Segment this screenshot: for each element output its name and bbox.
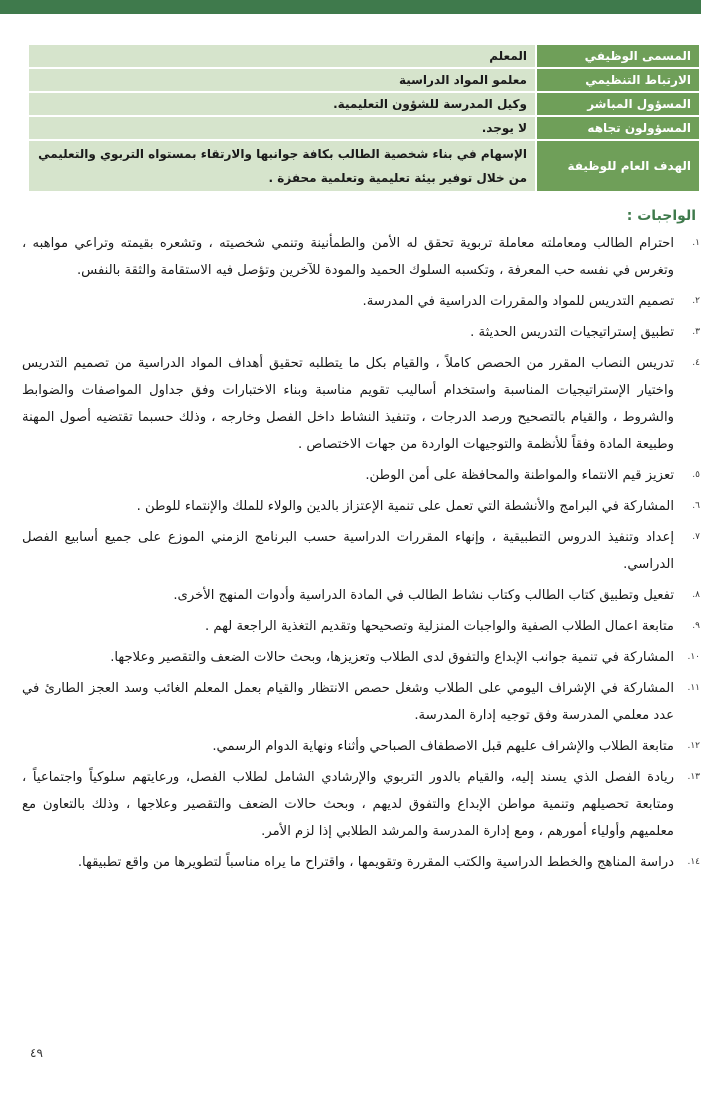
subordinates-label: المسؤولون تجاهه [536, 116, 700, 140]
org-link-value: معلمو المواد الدراسية [28, 68, 536, 92]
duty-number: ١٤. [687, 857, 700, 867]
duty-number: ٦. [692, 501, 700, 511]
duty-item [22, 764, 700, 845]
duty-item [22, 493, 700, 520]
duty-text: تعزيز قيم الانتماء والمواطنة والمحافظة على أمن الوطن. [365, 468, 674, 483]
top-color-bar [0, 0, 701, 14]
duty-number: ٥. [692, 470, 700, 480]
duty-text: احترام الطالب ومعاملته معاملة تربوية تحقق له الأمن والطمأنينة وتنمي شخصيته ، وتشعره بقيمته وتراعي مواهبه ، وتغرس في نفسه حب المعرفة ، وتكسبه السلوك الحميد والمودة للآخرين وتؤصل فيه الاستقامة والثقة بالنفس. [22, 236, 674, 278]
duty-item [22, 644, 700, 671]
duty-item [22, 582, 700, 609]
job-title-row [28, 44, 700, 68]
duty-item [22, 350, 700, 458]
duty-text: متابعة الطلاب والإشراف عليهم قبل الاصطفاف الصباحي وأثناء ونهاية الدوام الرسمي. [212, 739, 674, 754]
duty-item [22, 462, 700, 489]
duty-number: ٩. [692, 621, 700, 631]
duty-number: ١. [692, 238, 700, 248]
general-goal-row [28, 140, 700, 192]
duty-item [22, 524, 700, 578]
duty-text: إعداد وتنفيذ الدروس التطبيقية ، وإنهاء المقررات الدراسية حسب البرنامج الزمني الموزع على جميع أسابيع الفصل الدراسي. [22, 530, 674, 572]
duty-number: ٧. [692, 532, 700, 542]
duty-text: المشاركة في تنمية جوانب الإبداع والتفوق لدى الطلاب وتعزيزها، وبحث حالات الضعف والتقصير وعلاجها. [110, 650, 674, 665]
duty-item [22, 288, 700, 315]
duties-section [22, 208, 700, 880]
duty-text: دراسة المناهج والخطط الدراسية والكتب المقررة وتقويمها ، واقتراح ما يراه مناسباً لتطويرها من واقع تطبيقها. [77, 855, 674, 870]
duty-text: تطبيق إستراتيجيات التدريس الحديثة . [470, 325, 674, 340]
duty-number: ٣. [692, 327, 700, 337]
duty-number: ٨. [692, 590, 700, 600]
duty-number: ١٣. [687, 772, 700, 782]
general-goal-label: الهدف العام للوظيفة [536, 140, 700, 192]
duty-item [22, 613, 700, 640]
duty-text: المشاركة في البرامج والأنشطة التي تعمل على تنمية الإعتزاز بالدين والولاء للملك والإنتماء للوطن . [136, 499, 674, 514]
direct-supervisor-row [28, 92, 700, 116]
job-info-table [27, 43, 701, 193]
duty-item [22, 675, 700, 729]
duty-item [22, 319, 700, 346]
job-title-label: المسمى الوظيفي [536, 44, 700, 68]
duty-text: ريادة الفصل الذي يسند إليه، والقيام بالدور التربوي والإرشادي الشامل لطلاب الفصل، ورعايتهم سلوكياً واجتماعياً ، ومتابعة تحصيلهم وتنمية مواطن الإبداع والتفوق لديهم ، وبحث حالات الضعف والتقصير وعلاجها ، وذلك بالتعاون مع معلميهم وأولياء أمورهم ، ومع إدارة المدرسة والمرشد الطلابي إذا لزم الأمر. [22, 770, 674, 839]
duty-number: ٤. [692, 358, 700, 368]
org-link-row [28, 68, 700, 92]
duty-text: تدريس النصاب المقرر من الحصص كاملاً ، والقيام بكل ما يتطلبه تحقيق أهداف المواد الدراسية من تصميم التدريس واختيار الإستراتيجيات المناسبة واستخدام أساليب تقويم مناسبة وبناء الاختبارات وفق جداول المواصفات والضوابط والشروط ، والقيام بالتصحيح ورصد الدرجات ، وتنفيذ النشاط داخل الفصل وخارجه ، وذلك حسبما تقتضيه أصول المهنة وطبيعة المادة وفقاً للأنظمة والتوجيهات الواردة من جهات الاختصاص . [22, 356, 674, 452]
duty-number: ٢. [692, 296, 700, 306]
general-goal-value: الإسهام في بناء شخصية الطالب بكافة جوانبها والارتقاء بمستواه التربوي والتعليمي من خلال توفير بيئة تعليمية وتعلمية محفزة . [28, 140, 536, 192]
duty-item [22, 230, 700, 284]
duty-text: متابعة اعمال الطلاب الصفية والواجبات المنزلية وتصحيحها وتقديم التغذية الراجعة لهم . [205, 619, 674, 634]
subordinates-value: لا يوجد. [28, 116, 536, 140]
org-link-label: الارتباط التنظيمي [536, 68, 700, 92]
duties-heading: الواجبات : [626, 208, 696, 224]
duty-item [22, 733, 700, 760]
subordinates-row [28, 116, 700, 140]
duty-number: ١٠. [687, 652, 700, 662]
page-number: ٤٩ [30, 1046, 43, 1060]
duty-text: تفعيل وتطبيق كتاب الطالب وكتاب نشاط الطالب في المادة الدراسية وأدوات المنهج الأخرى. [173, 588, 674, 603]
duty-item [22, 849, 700, 876]
duty-text: المشاركة في الإشراف اليومي على الطلاب وشغل حصص الانتظار والقيام بعمل المعلم الغائب وسد العجز الطارئ في عدد معلمي المدرسة وفق توجيه إدارة المدرسة. [22, 681, 674, 723]
duty-number: ١١. [687, 683, 700, 693]
direct-supervisor-value: وكيل المدرسة للشؤون التعليمية. [28, 92, 536, 116]
job-title-value: المعلم [28, 44, 536, 68]
duty-text: تصميم التدريس للمواد والمقررات الدراسية في المدرسة. [362, 294, 674, 309]
duties-list [22, 230, 700, 876]
duty-number: ١٢. [687, 741, 700, 751]
direct-supervisor-label: المسؤول المباشر [536, 92, 700, 116]
